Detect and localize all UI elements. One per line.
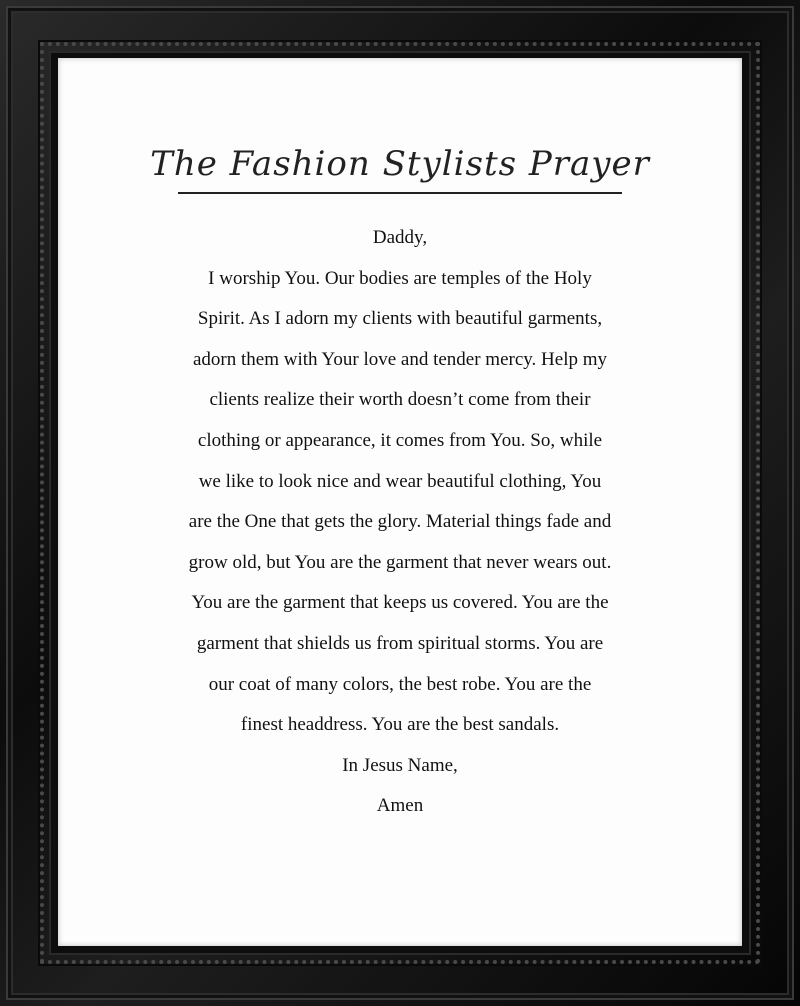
prayer-body [118, 218, 682, 827]
prayer-line: clients realize their worth doesn’t come from their [209, 389, 591, 411]
prayer-line: are the One that gets the glory. Material things fade and [188, 511, 612, 533]
amen: Amen [376, 795, 424, 817]
prayer-line: finest headdress. You are the best sandals. [240, 714, 560, 736]
prayer-paper [58, 58, 742, 946]
prayer-line: our coat of many colors, the best robe. You are the [208, 673, 592, 695]
prayer-line: adorn them with Your love and tender mercy. Help my [192, 348, 608, 370]
prayer-line: clothing or appearance, it comes from You. So, while [197, 429, 603, 451]
prayer-line: garment that shields us from spiritual storms. You are [196, 632, 604, 654]
prayer-line: grow old, but You are the garment that never wears out. [188, 551, 612, 573]
salutation: Daddy, [372, 227, 428, 248]
prayer-line: You are the garment that keeps us covered. You are the [191, 592, 609, 614]
closing: In Jesus Name, [342, 754, 458, 776]
title-underline [178, 192, 622, 194]
prayer-title: The Fashion Stylists Prayer [150, 144, 650, 184]
prayer-line: I worship You. Our bodies are temples of the Holy [208, 267, 592, 289]
prayer-line: Spirit. As I adorn my clients with beautiful garments, [197, 308, 603, 330]
prayer-line: we like to look nice and wear beautiful clothing, You [198, 470, 602, 492]
